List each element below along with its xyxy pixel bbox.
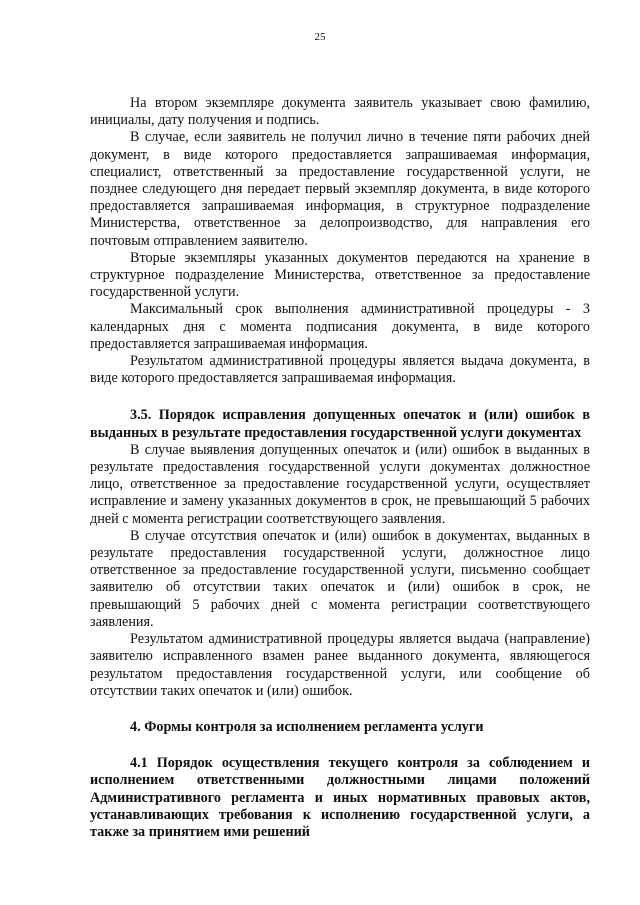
paragraph-correction-result: Результатом административной процедуры является выдача (направление) заявителю исправленного взамен ранее выданного документа, являющегося результатом предоставления государственной услуги, или сообщение об отсутствии таких опечаток и (или) ошибок. (90, 631, 590, 699)
spacer (90, 700, 590, 719)
section-heading-3-5: 3.5. Порядок исправления допущенных опечаток и (или) ошибок в выданных в результате предоставления государственной услуги документах (90, 407, 590, 441)
paragraph-max-term: Максимальный срок выполнения административной процедуры - 3 календарных дня с момента подписания документа, в виде которого предоставляется запрашиваемая информация. (90, 301, 590, 352)
document-body (90, 95, 590, 841)
paragraph-error-correction: В случае выявления допущенных опечаток и (или) ошибок в выданных в результате предоставления государственной услуги документах должностное лицо, ответственное за предоставление государственной услуги, осуществляет исправление и замену указанных документов в срок, не превышающий 5 рабочих дней с момента регистрации соответствующего заявления. (90, 441, 590, 527)
paragraph-procedure-result: Результатом административной процедуры является выдача документа, в виде которого предоставляется запрашиваемая информация. (90, 353, 590, 387)
spacer (90, 387, 590, 407)
section-heading-4: 4. Формы контроля за исполнением регламента услуги (130, 718, 484, 735)
spacer (90, 736, 590, 755)
paragraph-signature: На втором экземпляре документа заявитель указывает свою фамилию, инициалы, дату получения и подпись. (90, 95, 590, 129)
paragraph-second-copies: Вторые экземпляры указанных документов передаются на хранение в структурное подразделение Министерства, ответственное за предоставление государственной услуги. (90, 249, 590, 301)
page-number: 25 (314, 31, 326, 43)
paragraph-no-errors: В случае отсутствия опечаток и (или) ошибок в документах, выданных в результате предоставления государственной услуги, должностное лицо ответственное за предоставление государственной услуги, письменно сообщает заявителю об отсутствии таких опечаток и (или) ошибок в срок, не превышающий 5 рабочих дней с момента регистрации соответствующего заявления. (90, 527, 590, 630)
section-heading-4-1: 4.1 Порядок осуществления текущего контроля за соблюдением и исполнением ответственными должностными лицами положений Административного регламента и иных нормативных правовых актов, устанавливающих требования к исполнению государственной услуги, а также за принятием ими решений (90, 755, 590, 840)
paragraph-undelivered-document: В случае, если заявитель не получил лично в течение пяти рабочих дней документ, в виде которого предоставляется запрашиваемая информация, специалист, ответственный за предоставление государственной услуги, не позднее следующего дня передает первый экземпляр документа, в виде которого предоставляется запрашиваемая информация, в структурное подразделение Министерства, ответственное за делопроизводство, для направления его почтовым отправлением заявителю. (90, 129, 590, 249)
